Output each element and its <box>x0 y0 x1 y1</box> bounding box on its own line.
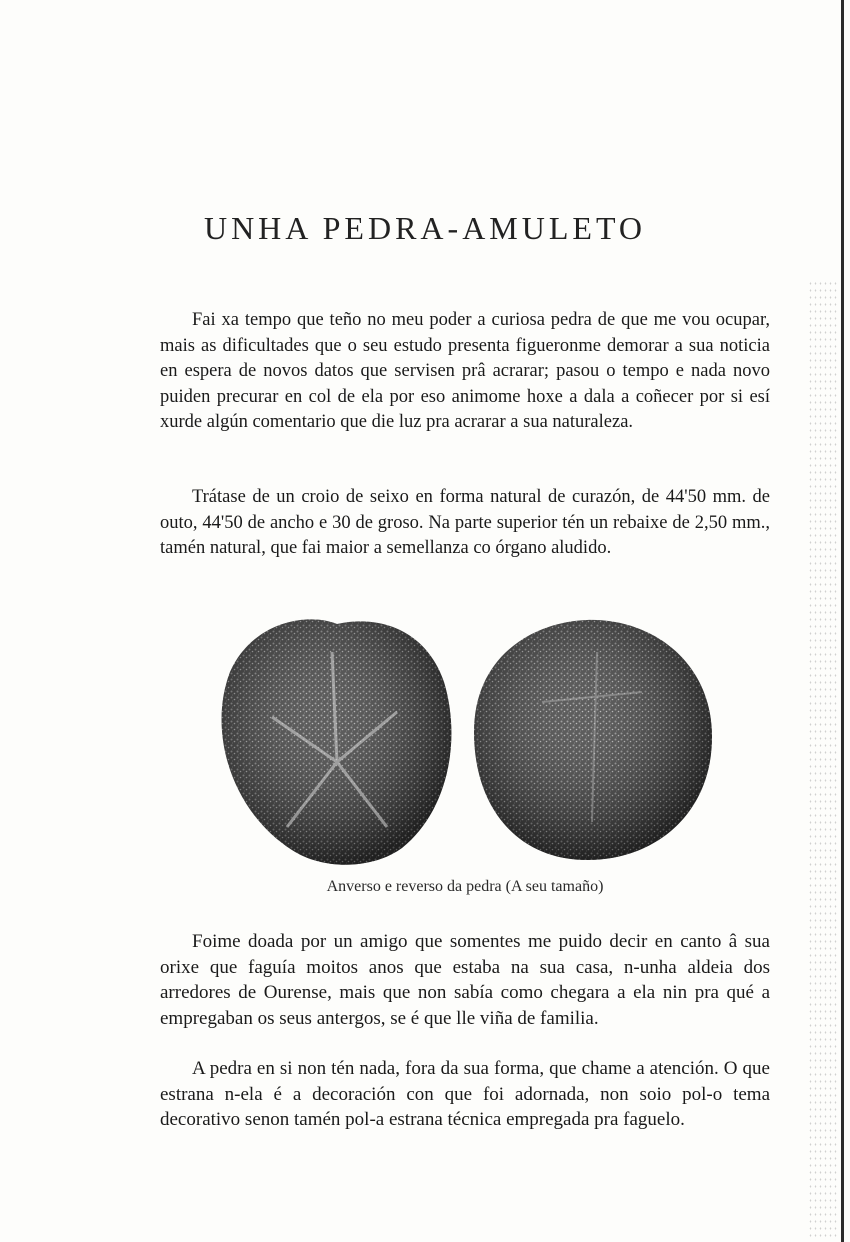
figure-caption: Anverso e reverso da pedra (A seu tamaño) <box>326 878 604 895</box>
paragraph-1: Fai xa tempo que teño no meu poder a curiosa pedra de que me vou ocupar, mais as dificultades que o seu estudo presenta figueronme demorar a sua noticia en espera de novos datos que servisen prâ acrarar; pasou o tempo e nada novo puiden precurar en col de ela por eso animome hoxe a dala a coñecer por si esí xurde algún comentario que die luz pra acrarar a sua naturaleza. <box>160 310 770 432</box>
page-edge <box>841 0 844 1242</box>
scan-noise <box>808 280 838 1240</box>
paragraph-4: A pedra en si non tén nada, fora da sua forma, que chame a atención. O que estrana n-ela é a decoración con que foi adornada, non soio pol-o tema decorativo senon tamén pol-a estrana técnica empregada pra faguelo. <box>160 1058 770 1130</box>
stone-figure <box>212 612 722 874</box>
paragraph-3: Foime doada por un amigo que somentes me puido decir en canto â sua orixe que faguía moitos anos que estaba na sua casa, n-unha aldeia dos arredores de Ourense, mais que non sabía como chegara a ela nin pra qué a empregaban os seus antergos, se é que lle viña de familia. <box>160 931 770 1029</box>
stone-obverse <box>222 619 452 864</box>
page-title: UNHA PEDRA-AMULETO <box>203 210 647 246</box>
stone-photo <box>212 612 722 874</box>
paragraph-2: Trátase de un croio de seixo en forma natural de curazón, de 44'50 mm. de outo, 44'50 de ancho e 30 de groso. Na parte superior tén un rebaixe de 2,50 mm., tamén natural, que fai maior a semellanza co órgano aludido. <box>160 487 770 558</box>
stone-reverse <box>474 620 712 860</box>
